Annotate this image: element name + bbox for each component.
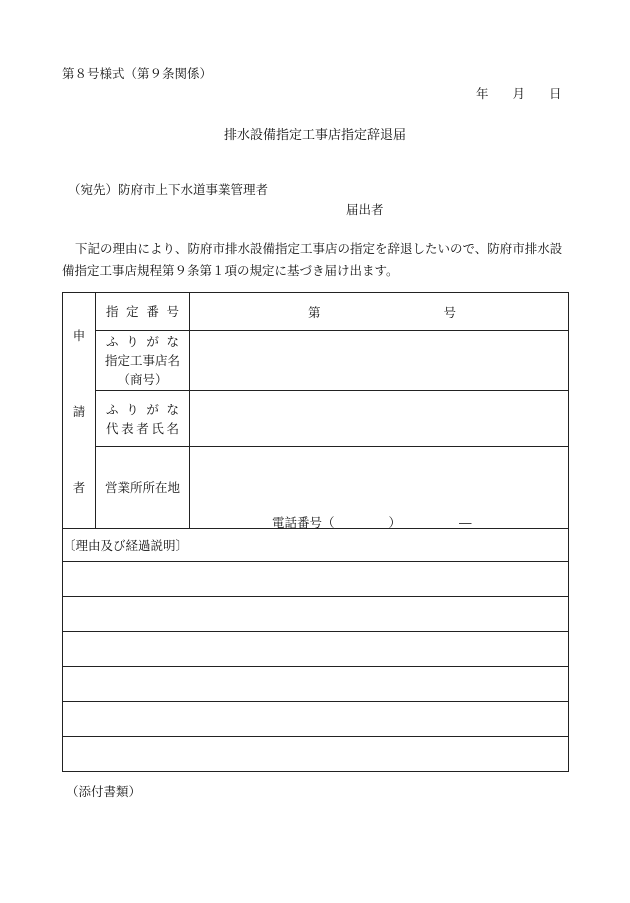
reason-line [63, 562, 569, 597]
furigana-char: ふ [106, 401, 119, 417]
furigana-char: な [166, 401, 179, 417]
representative-label-char: 表 [121, 420, 134, 436]
reason-line [63, 667, 569, 702]
attachments-label: （添付書類） [66, 784, 142, 799]
form-number: 第８号様式（第９条関係） [62, 66, 213, 81]
registration-row [63, 293, 569, 331]
representative-label-char: 代 [106, 420, 119, 436]
address-value[interactable] [190, 447, 569, 529]
reason-line [63, 702, 569, 737]
reason-line [63, 597, 569, 632]
furigana-char: り [126, 334, 139, 349]
representative-label-char: 氏 [151, 420, 164, 436]
notifier-label: 届出者 [346, 202, 384, 217]
applicant-char: 申 [72, 327, 86, 343]
registration-label-char: 号 [166, 304, 179, 319]
registration-label-char: 指 [106, 304, 119, 319]
reason-header: 〔理由及び経過説明〕 [63, 529, 569, 562]
phone-line [272, 513, 472, 531]
representative-label-char: 者 [136, 420, 149, 436]
furigana-char: ふ [106, 334, 119, 349]
shop-name-sub-label: （商号） [117, 372, 168, 387]
reason-line [63, 632, 569, 667]
furigana-char: り [126, 401, 139, 417]
date-month: 月 [512, 86, 526, 101]
representative-value[interactable] [190, 391, 569, 447]
body-text [62, 238, 570, 282]
registration-label [96, 293, 190, 331]
date-day: 日 [549, 86, 562, 101]
applicant-char: 者 [72, 479, 86, 495]
reason-line [63, 737, 569, 772]
date-line [476, 84, 562, 102]
reason-line-cell[interactable] [63, 562, 569, 597]
reason-header-row [63, 529, 569, 562]
registration-suffix: 号 [443, 304, 456, 320]
document-title: 排水設備指定工事店指定辞退届 [223, 128, 406, 143]
reason-line-cell[interactable] [63, 702, 569, 737]
addressee: （宛先）防府市上下水道事業管理者 [68, 182, 269, 197]
representative-row [63, 391, 569, 447]
reason-line-cell[interactable] [63, 597, 569, 632]
applicant-column [63, 293, 96, 529]
application-table [62, 292, 569, 772]
shop-name-label-text: 指定工事店名 [104, 353, 180, 368]
shop-name-label [96, 331, 190, 391]
furigana-char: な [166, 334, 179, 349]
registration-label-char: 番 [146, 304, 159, 319]
shop-name-row [63, 331, 569, 391]
registration-label-char: 定 [126, 304, 139, 319]
reason-line-cell[interactable] [63, 632, 569, 667]
date-year: 年 [476, 86, 489, 101]
phone-close: ） [388, 515, 402, 530]
address-label: 営業所所在地 [96, 447, 190, 529]
phone-dash: ― [459, 515, 472, 530]
registration-value[interactable] [190, 293, 569, 331]
body-text-content: 下記の理由により、防府市排水設備指定工事店の指定を辞退したいので、防府市排水設備指定工事店規程第９条第１項の規定に基づき届け出ます。 [62, 241, 563, 278]
representative-label [96, 391, 190, 447]
reason-line-cell[interactable] [63, 667, 569, 702]
phone-label: 電話番号（ [272, 515, 335, 530]
address-row [63, 447, 569, 529]
reason-line-cell[interactable] [63, 737, 569, 772]
shop-name-value[interactable] [190, 331, 569, 391]
furigana-char: が [146, 334, 159, 349]
furigana-char: が [146, 401, 159, 417]
representative-label-char: 名 [166, 420, 179, 436]
registration-prefix: 第 [308, 304, 321, 320]
applicant-char: 請 [72, 403, 86, 419]
